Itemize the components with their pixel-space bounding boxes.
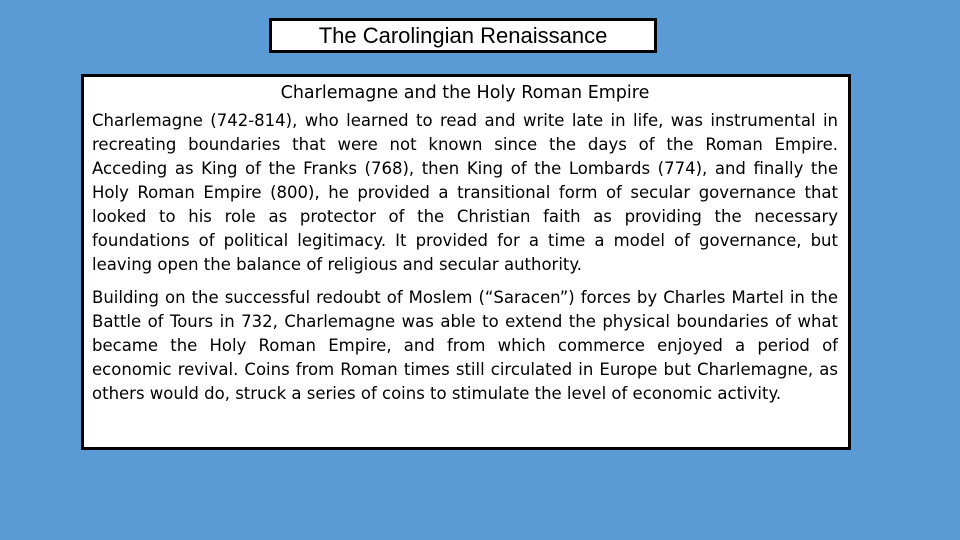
- section-subtitle: Charlemagne and the Holy Roman Empire: [280, 83, 650, 103]
- content-box: [81, 74, 851, 450]
- paragraph-1: Charlemagne (742-814), who learned to read and write late in life, was instrumental in recreating boundaries that were not known since the days of the Roman Empire. Acceding as King of the Franks (768), then King of the Lombards (774), and finally the Holy Roman Empire (800), he provided a transitional form of secular governance that looked to his role as protector of the Christian faith as providing the necessary foundations of political legitimacy. It provided for a time a model of governance, but leaving open the balance of religious and secular authority.: [92, 111, 838, 274]
- paragraph-2: Building on the successful redoubt of Moslem (“Saracen”) forces by Charles Martel in the Battle of Tours in 732, Charlemagne was able to extend the physical boundaries of what became the Holy Roman Empire, and from which commerce enjoyed a period of economic revival. Coins from Roman times still circulated in Europe but Charlemagne, as others would do, struck a series of coins to stimulate the level of economic activity.: [92, 288, 838, 403]
- slide-title: The Carolingian Renaissance: [318, 22, 608, 48]
- slide-title-box: [269, 18, 657, 53]
